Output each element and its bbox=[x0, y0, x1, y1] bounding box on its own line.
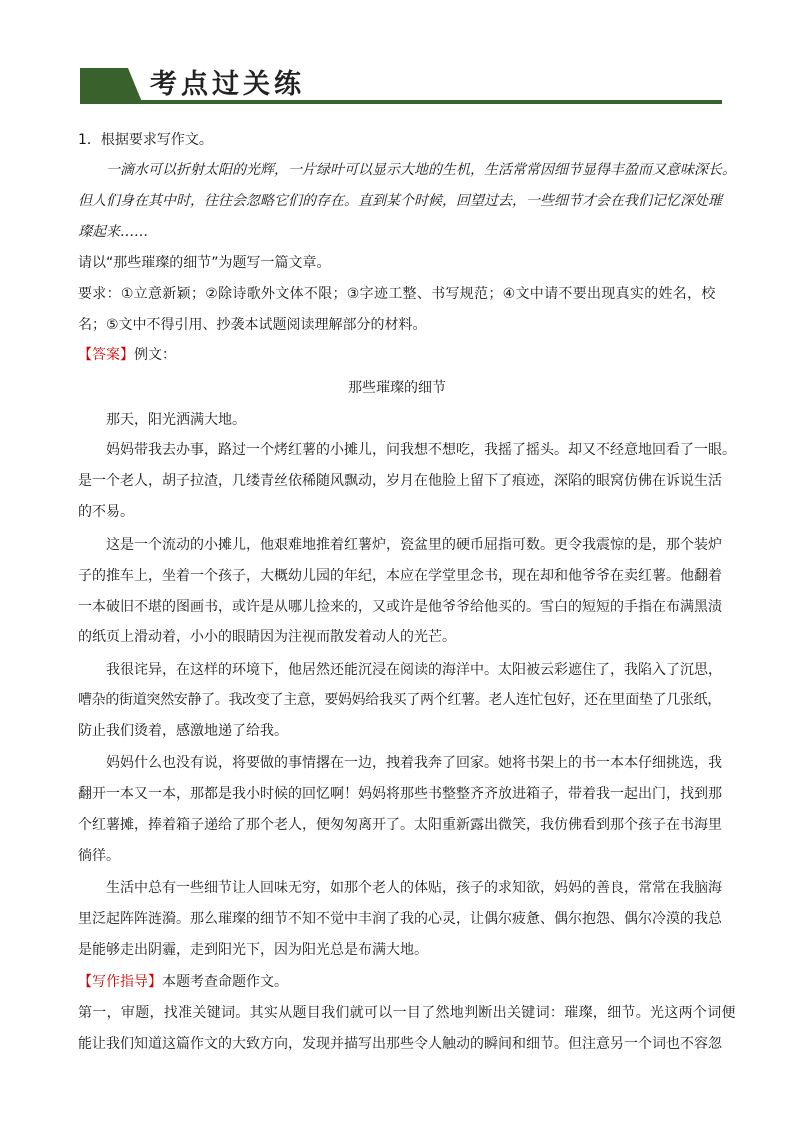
guidance-heading bbox=[78, 972, 288, 992]
prompt-line: 一滴水可以折射太阳的光辉，一片绿叶可以显示大地的生机，生活常常因细节显得丰盈而又意味深长。 bbox=[106, 162, 736, 178]
essay-line: 防止我们烫着，感激地递了给我。 bbox=[78, 723, 288, 739]
guidance-line: 第一，审题，找准关键词。其实从题目我们就可以一目了然地判断出关键词：璀璨，细节。光这两个词便 bbox=[78, 1005, 736, 1021]
guidance-label-suffix: 本题考查命题作文。 bbox=[162, 974, 288, 990]
banner-underline bbox=[80, 100, 722, 104]
essay-line: 是一个老人，胡子拉渣，几缕青丝依稀随风飘动，岁月在他脸上留下了痕迹，深陷的眼窝仿佛在诉说生活 bbox=[78, 473, 722, 489]
essay-line: 个红薯摊，捧着箱子递给了那个老人，便匆匆离开了。太阳重新露出微笑，我仿佛看到那个孩子在书海里 bbox=[78, 817, 722, 833]
essay-line: 妈妈带我去办事，路过一个烤红薯的小摊儿，问我想不想吃，我摇了摇头。却又不经意地回看了一眼。 bbox=[106, 442, 736, 458]
essay-line: 子的推车上，坐着一个孩子，大概幼儿园的年纪，本应在学堂里念书，现在却和他爷爷在卖红薯。他翻着 bbox=[78, 568, 722, 584]
answer-label-suffix: 例文： bbox=[134, 347, 176, 363]
essay-line: 翻开一本又一本，那都是我小时候的回忆啊！妈妈将那些书整整齐齐放进箱子，带着我一起出门，找到那 bbox=[78, 786, 722, 802]
requirements-line: 要求：①立意新颖；②除诗歌外文体不限；③字迹工整、书写规范；④文中请不要出现真实的姓名，校 bbox=[78, 286, 716, 302]
essay-line: 是能够走出阴霾，走到阳光下，因为阳光总是布满大地。 bbox=[78, 942, 428, 958]
prompt-line: 璨起来…… bbox=[78, 224, 148, 240]
section-title: 考点过关练 bbox=[150, 69, 305, 100]
guidance-line: 能让我们知道这篇作文的大致方向，发现并描写出那些令人触动的瞬间和细节。但注意另一个词也不容忽 bbox=[78, 1036, 722, 1052]
essay-line: 一本破旧不堪的图画书，或许是从哪儿捡来的，又或许是他爷爷给他买的。雪白的短短的手指在布满黑渍 bbox=[78, 599, 722, 615]
essay-line: 嘈杂的街道突然安静了。我改变了主意，要妈妈给我买了两个红薯。老人连忙包好，还在里面垫了几张纸， bbox=[78, 692, 721, 708]
essay-line: 这是一个流动的小摊儿，他艰难地推着红薯炉，瓷盆里的硬币屈指可数。更令我震惊的是，那个装炉 bbox=[106, 537, 722, 553]
answer-label: 【答案】 bbox=[78, 347, 134, 363]
essay-line: 里泛起阵阵涟漪。那么璀璨的细节不知不觉中丰润了我的心灵，让偶尔疲惫、偶尔抱怨、偶尔冷漠的我总 bbox=[78, 911, 722, 927]
essay-line: 的不易。 bbox=[78, 504, 134, 520]
essay-line: 生活中总有一些细节让人回味无穷，如那个老人的体贴，孩子的求知欲，妈妈的善良，常常在我脑海 bbox=[106, 880, 722, 896]
requirements-line: 名；⑤文中不得引用、抄袭本试题阅读理解部分的材料。 bbox=[78, 317, 427, 333]
answer-heading bbox=[78, 345, 176, 365]
essay-line: 徜徉。 bbox=[78, 848, 120, 864]
essay-title: 那些璀璨的细节 bbox=[348, 380, 446, 396]
guidance-label: 【写作指导】 bbox=[78, 974, 162, 990]
essay-line: 妈妈什么也没有说，将要做的事情撂在一边，拽着我奔了回家。她将书架上的书一本本仔细挑选，我 bbox=[106, 755, 722, 771]
instruction-line: 请以“那些璀璨的细节”为题写一篇文章。 bbox=[78, 255, 331, 271]
essay-line: 我很诧异，在这样的环境下，他居然还能沉浸在阅读的海洋中。太阳被云彩遮住了，我陷入了沉思， bbox=[106, 662, 722, 678]
prompt-line: 但人们身在其中时，往往会忽略它们的存在。直到某个时候，回望过去，一些细节才会在我们记忆深处璀 bbox=[78, 193, 722, 209]
essay-line: 那天，阳光洒满大地。 bbox=[106, 412, 246, 428]
banner-block bbox=[80, 68, 142, 102]
section-banner bbox=[80, 68, 722, 104]
question-number-line: 1．根据要求写作文。 bbox=[78, 132, 213, 148]
essay-line: 的纸页上滑动着，小小的眼睛因为注视而散发着动人的光芒。 bbox=[78, 629, 456, 645]
